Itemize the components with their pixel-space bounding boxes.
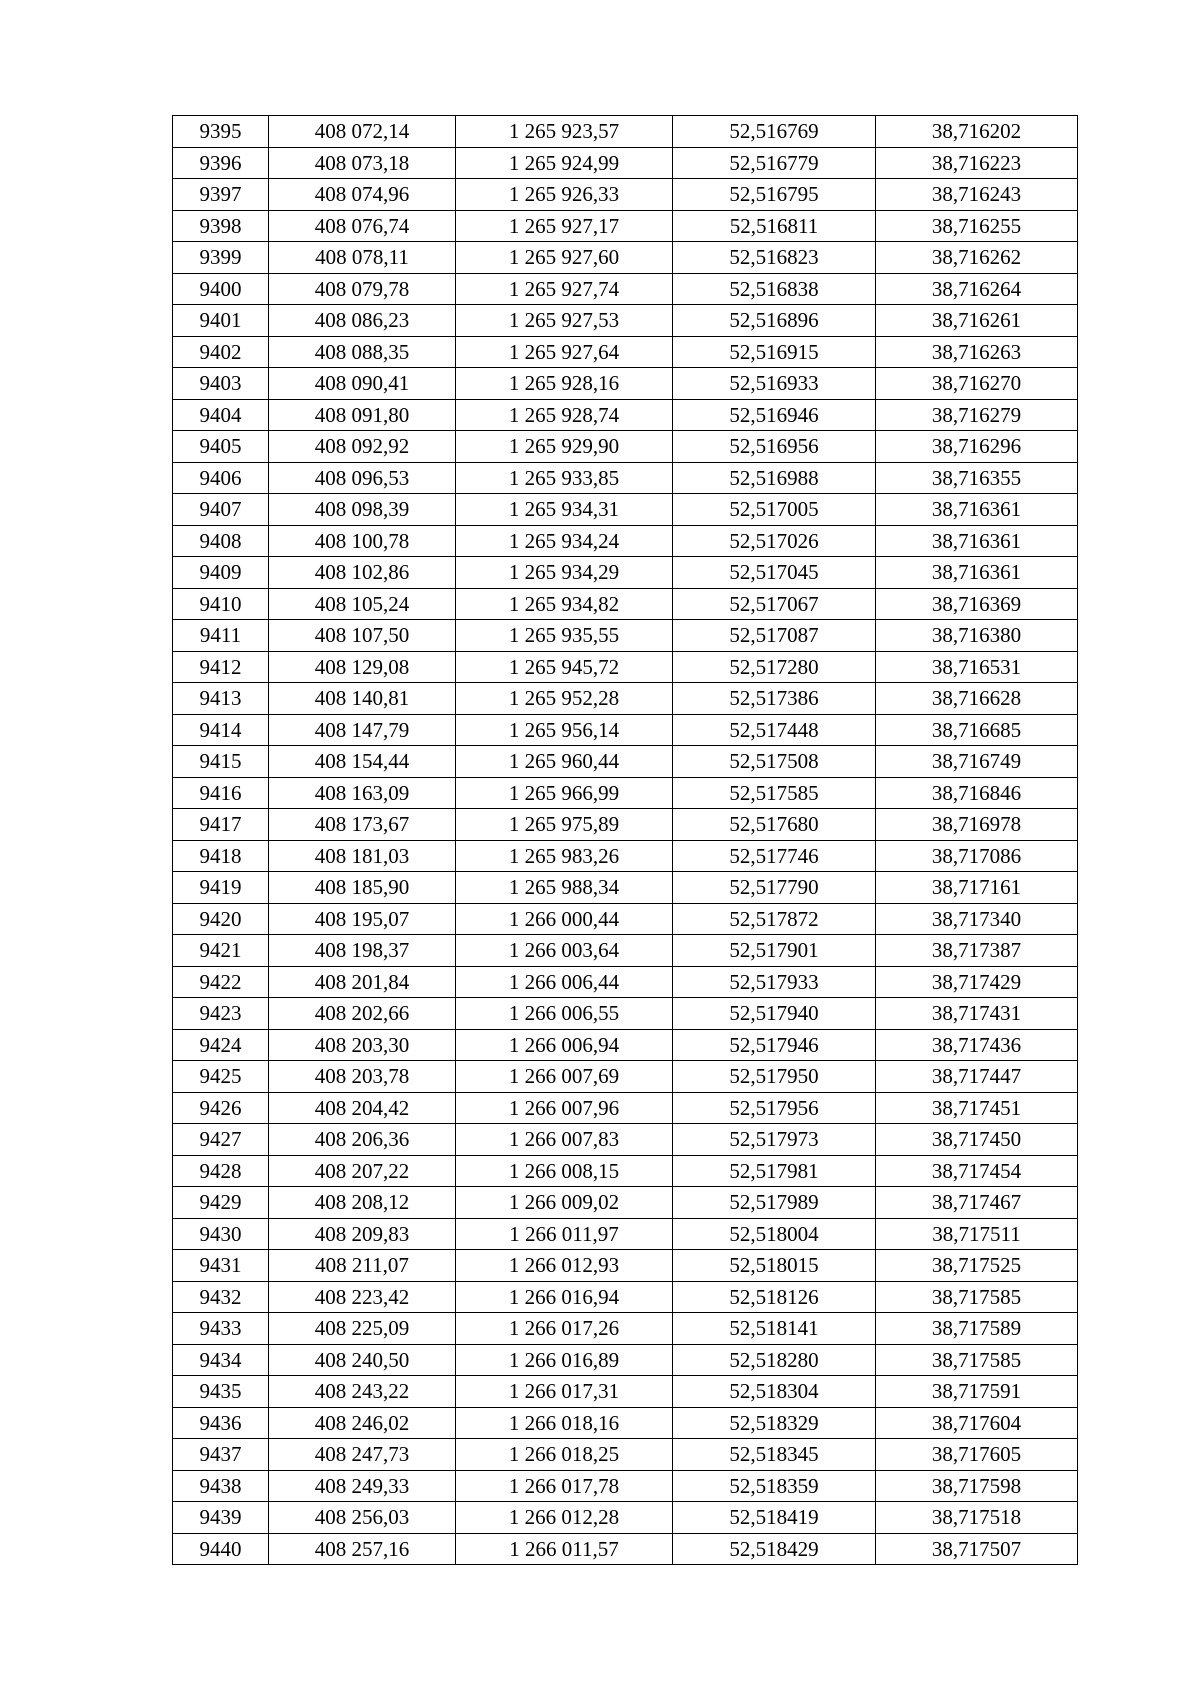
latitude-cell: 52,518004 — [673, 1218, 876, 1250]
latitude-cell: 52,517790 — [673, 872, 876, 904]
table-row — [173, 1281, 1078, 1313]
table-row — [173, 462, 1078, 494]
latitude-cell: 52,517746 — [673, 840, 876, 872]
x-coordinate-cell: 408 140,81 — [269, 683, 456, 715]
point-number-cell: 9425 — [173, 1061, 269, 1093]
y-coordinate-cell: 1 265 927,74 — [456, 273, 673, 305]
longitude-cell: 38,717387 — [876, 935, 1078, 967]
table-row — [173, 242, 1078, 274]
x-coordinate-cell: 408 185,90 — [269, 872, 456, 904]
longitude-cell: 38,717429 — [876, 966, 1078, 998]
longitude-cell: 38,717447 — [876, 1061, 1078, 1093]
point-number-cell: 9398 — [173, 210, 269, 242]
latitude-cell: 52,517280 — [673, 651, 876, 683]
latitude-cell: 52,516946 — [673, 399, 876, 431]
longitude-cell: 38,717591 — [876, 1376, 1078, 1408]
x-coordinate-cell: 408 208,12 — [269, 1187, 456, 1219]
y-coordinate-cell: 1 265 927,64 — [456, 336, 673, 368]
x-coordinate-cell: 408 181,03 — [269, 840, 456, 872]
x-coordinate-cell: 408 225,09 — [269, 1313, 456, 1345]
table-row — [173, 1344, 1078, 1376]
longitude-cell: 38,716279 — [876, 399, 1078, 431]
point-number-cell: 9408 — [173, 525, 269, 557]
y-coordinate-cell: 1 266 000,44 — [456, 903, 673, 935]
y-coordinate-cell: 1 266 008,15 — [456, 1155, 673, 1187]
table-row — [173, 557, 1078, 589]
y-coordinate-cell: 1 265 952,28 — [456, 683, 673, 715]
latitude-cell: 52,517585 — [673, 777, 876, 809]
point-number-cell: 9420 — [173, 903, 269, 935]
y-coordinate-cell: 1 266 003,64 — [456, 935, 673, 967]
y-coordinate-cell: 1 265 960,44 — [456, 746, 673, 778]
point-number-cell: 9437 — [173, 1439, 269, 1471]
point-number-cell: 9426 — [173, 1092, 269, 1124]
x-coordinate-cell: 408 163,09 — [269, 777, 456, 809]
point-number-cell: 9397 — [173, 179, 269, 211]
point-number-cell: 9396 — [173, 147, 269, 179]
latitude-cell: 52,518429 — [673, 1533, 876, 1565]
x-coordinate-cell: 408 204,42 — [269, 1092, 456, 1124]
point-number-cell: 9413 — [173, 683, 269, 715]
point-number-cell: 9395 — [173, 116, 269, 148]
point-number-cell: 9436 — [173, 1407, 269, 1439]
longitude-cell: 38,717436 — [876, 1029, 1078, 1061]
x-coordinate-cell: 408 098,39 — [269, 494, 456, 526]
x-coordinate-cell: 408 201,84 — [269, 966, 456, 998]
table-row — [173, 1502, 1078, 1534]
table-row — [173, 494, 1078, 526]
table-row — [173, 714, 1078, 746]
longitude-cell: 38,717161 — [876, 872, 1078, 904]
point-number-cell: 9434 — [173, 1344, 269, 1376]
latitude-cell: 52,518015 — [673, 1250, 876, 1282]
x-coordinate-cell: 408 203,78 — [269, 1061, 456, 1093]
table-row — [173, 1376, 1078, 1408]
table-row — [173, 525, 1078, 557]
y-coordinate-cell: 1 266 016,94 — [456, 1281, 673, 1313]
table-row — [173, 179, 1078, 211]
longitude-cell: 38,716263 — [876, 336, 1078, 368]
latitude-cell: 52,516838 — [673, 273, 876, 305]
table-row — [173, 1029, 1078, 1061]
point-number-cell: 9427 — [173, 1124, 269, 1156]
y-coordinate-cell: 1 265 934,31 — [456, 494, 673, 526]
x-coordinate-cell: 408 072,14 — [269, 116, 456, 148]
latitude-cell: 52,518141 — [673, 1313, 876, 1345]
table-row — [173, 935, 1078, 967]
table-row — [173, 966, 1078, 998]
point-number-cell: 9435 — [173, 1376, 269, 1408]
y-coordinate-cell: 1 265 928,74 — [456, 399, 673, 431]
x-coordinate-cell: 408 202,66 — [269, 998, 456, 1030]
x-coordinate-cell: 408 092,92 — [269, 431, 456, 463]
x-coordinate-cell: 408 256,03 — [269, 1502, 456, 1534]
point-number-cell: 9423 — [173, 998, 269, 1030]
table-row — [173, 840, 1078, 872]
latitude-cell: 52,516988 — [673, 462, 876, 494]
point-number-cell: 9416 — [173, 777, 269, 809]
longitude-cell: 38,717585 — [876, 1344, 1078, 1376]
table-row — [173, 1124, 1078, 1156]
longitude-cell: 38,716296 — [876, 431, 1078, 463]
table-row — [173, 777, 1078, 809]
x-coordinate-cell: 408 206,36 — [269, 1124, 456, 1156]
x-coordinate-cell: 408 154,44 — [269, 746, 456, 778]
point-number-cell: 9418 — [173, 840, 269, 872]
y-coordinate-cell: 1 265 975,89 — [456, 809, 673, 841]
y-coordinate-cell: 1 265 926,33 — [456, 179, 673, 211]
x-coordinate-cell: 408 147,79 — [269, 714, 456, 746]
y-coordinate-cell: 1 265 933,85 — [456, 462, 673, 494]
x-coordinate-cell: 408 079,78 — [269, 273, 456, 305]
point-number-cell: 9431 — [173, 1250, 269, 1282]
y-coordinate-cell: 1 266 007,83 — [456, 1124, 673, 1156]
y-coordinate-cell: 1 265 988,34 — [456, 872, 673, 904]
table-row — [173, 809, 1078, 841]
x-coordinate-cell: 408 129,08 — [269, 651, 456, 683]
point-number-cell: 9410 — [173, 588, 269, 620]
point-number-cell: 9403 — [173, 368, 269, 400]
x-coordinate-cell: 408 240,50 — [269, 1344, 456, 1376]
longitude-cell: 38,716846 — [876, 777, 1078, 809]
y-coordinate-cell: 1 265 928,16 — [456, 368, 673, 400]
point-number-cell: 9433 — [173, 1313, 269, 1345]
table-row — [173, 305, 1078, 337]
x-coordinate-cell: 408 249,33 — [269, 1470, 456, 1502]
latitude-cell: 52,516795 — [673, 179, 876, 211]
point-number-cell: 9419 — [173, 872, 269, 904]
table-row — [173, 147, 1078, 179]
x-coordinate-cell: 408 105,24 — [269, 588, 456, 620]
longitude-cell: 38,716361 — [876, 557, 1078, 589]
latitude-cell: 52,516823 — [673, 242, 876, 274]
longitude-cell: 38,717525 — [876, 1250, 1078, 1282]
longitude-cell: 38,717511 — [876, 1218, 1078, 1250]
longitude-cell: 38,716355 — [876, 462, 1078, 494]
point-number-cell: 9405 — [173, 431, 269, 463]
x-coordinate-cell: 408 209,83 — [269, 1218, 456, 1250]
latitude-cell: 52,517973 — [673, 1124, 876, 1156]
y-coordinate-cell: 1 266 016,89 — [456, 1344, 673, 1376]
longitude-cell: 38,716255 — [876, 210, 1078, 242]
longitude-cell: 38,717507 — [876, 1533, 1078, 1565]
x-coordinate-cell: 408 076,74 — [269, 210, 456, 242]
table-row — [173, 1061, 1078, 1093]
point-number-cell: 9440 — [173, 1533, 269, 1565]
latitude-cell: 52,518345 — [673, 1439, 876, 1471]
y-coordinate-cell: 1 265 983,26 — [456, 840, 673, 872]
latitude-cell: 52,517045 — [673, 557, 876, 589]
table-row — [173, 1250, 1078, 1282]
x-coordinate-cell: 408 173,67 — [269, 809, 456, 841]
longitude-cell: 38,716978 — [876, 809, 1078, 841]
longitude-cell: 38,716749 — [876, 746, 1078, 778]
x-coordinate-cell: 408 073,18 — [269, 147, 456, 179]
latitude-cell: 52,517981 — [673, 1155, 876, 1187]
latitude-cell: 52,517901 — [673, 935, 876, 967]
point-number-cell: 9432 — [173, 1281, 269, 1313]
longitude-cell: 38,717450 — [876, 1124, 1078, 1156]
longitude-cell: 38,716243 — [876, 179, 1078, 211]
y-coordinate-cell: 1 266 018,16 — [456, 1407, 673, 1439]
table-row — [173, 620, 1078, 652]
x-coordinate-cell: 408 096,53 — [269, 462, 456, 494]
point-number-cell: 9415 — [173, 746, 269, 778]
x-coordinate-cell: 408 100,78 — [269, 525, 456, 557]
y-coordinate-cell: 1 265 956,14 — [456, 714, 673, 746]
longitude-cell: 38,716685 — [876, 714, 1078, 746]
x-coordinate-cell: 408 257,16 — [269, 1533, 456, 1565]
longitude-cell: 38,716262 — [876, 242, 1078, 274]
coordinates-table — [172, 115, 1078, 1565]
latitude-cell: 52,517933 — [673, 966, 876, 998]
table-row — [173, 1407, 1078, 1439]
longitude-cell: 38,717467 — [876, 1187, 1078, 1219]
x-coordinate-cell: 408 247,73 — [269, 1439, 456, 1471]
y-coordinate-cell: 1 266 011,97 — [456, 1218, 673, 1250]
table-row — [173, 210, 1078, 242]
longitude-cell: 38,716223 — [876, 147, 1078, 179]
latitude-cell: 52,517386 — [673, 683, 876, 715]
latitude-cell: 52,516811 — [673, 210, 876, 242]
latitude-cell: 52,517005 — [673, 494, 876, 526]
longitude-cell: 38,716531 — [876, 651, 1078, 683]
y-coordinate-cell: 1 265 934,24 — [456, 525, 673, 557]
y-coordinate-cell: 1 266 017,26 — [456, 1313, 673, 1345]
point-number-cell: 9424 — [173, 1029, 269, 1061]
latitude-cell: 52,516956 — [673, 431, 876, 463]
latitude-cell: 52,518280 — [673, 1344, 876, 1376]
table-row — [173, 273, 1078, 305]
latitude-cell: 52,518329 — [673, 1407, 876, 1439]
latitude-cell: 52,516933 — [673, 368, 876, 400]
latitude-cell: 52,516769 — [673, 116, 876, 148]
y-coordinate-cell: 1 266 012,93 — [456, 1250, 673, 1282]
table-row — [173, 431, 1078, 463]
x-coordinate-cell: 408 074,96 — [269, 179, 456, 211]
y-coordinate-cell: 1 265 945,72 — [456, 651, 673, 683]
latitude-cell: 52,517946 — [673, 1029, 876, 1061]
y-coordinate-cell: 1 265 934,29 — [456, 557, 673, 589]
table-row — [173, 683, 1078, 715]
table-row — [173, 1439, 1078, 1471]
latitude-cell: 52,518419 — [673, 1502, 876, 1534]
point-number-cell: 9428 — [173, 1155, 269, 1187]
table-row — [173, 1470, 1078, 1502]
table-row — [173, 336, 1078, 368]
x-coordinate-cell: 408 078,11 — [269, 242, 456, 274]
point-number-cell: 9429 — [173, 1187, 269, 1219]
longitude-cell: 38,717454 — [876, 1155, 1078, 1187]
coordinates-table-body — [173, 116, 1078, 1565]
latitude-cell: 52,516779 — [673, 147, 876, 179]
y-coordinate-cell: 1 265 927,17 — [456, 210, 673, 242]
table-row — [173, 1313, 1078, 1345]
point-number-cell: 9438 — [173, 1470, 269, 1502]
table-row — [173, 1218, 1078, 1250]
point-number-cell: 9411 — [173, 620, 269, 652]
longitude-cell: 38,717451 — [876, 1092, 1078, 1124]
x-coordinate-cell: 408 207,22 — [269, 1155, 456, 1187]
longitude-cell: 38,717431 — [876, 998, 1078, 1030]
table-row — [173, 1092, 1078, 1124]
latitude-cell: 52,517950 — [673, 1061, 876, 1093]
latitude-cell: 52,518359 — [673, 1470, 876, 1502]
longitude-cell: 38,716261 — [876, 305, 1078, 337]
x-coordinate-cell: 408 086,23 — [269, 305, 456, 337]
y-coordinate-cell: 1 265 927,53 — [456, 305, 673, 337]
point-number-cell: 9422 — [173, 966, 269, 998]
point-number-cell: 9402 — [173, 336, 269, 368]
y-coordinate-cell: 1 265 927,60 — [456, 242, 673, 274]
table-row — [173, 588, 1078, 620]
table-row — [173, 1155, 1078, 1187]
table-row — [173, 998, 1078, 1030]
y-coordinate-cell: 1 266 011,57 — [456, 1533, 673, 1565]
y-coordinate-cell: 1 266 012,28 — [456, 1502, 673, 1534]
point-number-cell: 9430 — [173, 1218, 269, 1250]
latitude-cell: 52,518304 — [673, 1376, 876, 1408]
y-coordinate-cell: 1 266 007,69 — [456, 1061, 673, 1093]
longitude-cell: 38,717518 — [876, 1502, 1078, 1534]
point-number-cell: 9401 — [173, 305, 269, 337]
table-row — [173, 1533, 1078, 1565]
table-row — [173, 872, 1078, 904]
latitude-cell: 52,517067 — [673, 588, 876, 620]
point-number-cell: 9409 — [173, 557, 269, 589]
longitude-cell: 38,717589 — [876, 1313, 1078, 1345]
x-coordinate-cell: 408 211,07 — [269, 1250, 456, 1282]
longitude-cell: 38,716380 — [876, 620, 1078, 652]
longitude-cell: 38,717340 — [876, 903, 1078, 935]
latitude-cell: 52,516915 — [673, 336, 876, 368]
longitude-cell: 38,716202 — [876, 116, 1078, 148]
x-coordinate-cell: 408 091,80 — [269, 399, 456, 431]
x-coordinate-cell: 408 243,22 — [269, 1376, 456, 1408]
latitude-cell: 52,517087 — [673, 620, 876, 652]
latitude-cell: 52,517940 — [673, 998, 876, 1030]
longitude-cell: 38,716361 — [876, 494, 1078, 526]
longitude-cell: 38,717585 — [876, 1281, 1078, 1313]
x-coordinate-cell: 408 203,30 — [269, 1029, 456, 1061]
longitude-cell: 38,716628 — [876, 683, 1078, 715]
x-coordinate-cell: 408 090,41 — [269, 368, 456, 400]
x-coordinate-cell: 408 198,37 — [269, 935, 456, 967]
y-coordinate-cell: 1 266 006,44 — [456, 966, 673, 998]
y-coordinate-cell: 1 266 017,31 — [456, 1376, 673, 1408]
y-coordinate-cell: 1 265 924,99 — [456, 147, 673, 179]
longitude-cell: 38,716264 — [876, 273, 1078, 305]
table-row — [173, 1187, 1078, 1219]
longitude-cell: 38,717086 — [876, 840, 1078, 872]
y-coordinate-cell: 1 265 966,99 — [456, 777, 673, 809]
x-coordinate-cell: 408 102,86 — [269, 557, 456, 589]
latitude-cell: 52,517680 — [673, 809, 876, 841]
x-coordinate-cell: 408 107,50 — [269, 620, 456, 652]
table-row — [173, 651, 1078, 683]
point-number-cell: 9414 — [173, 714, 269, 746]
y-coordinate-cell: 1 266 018,25 — [456, 1439, 673, 1471]
table-row — [173, 399, 1078, 431]
latitude-cell: 52,517956 — [673, 1092, 876, 1124]
point-number-cell: 9399 — [173, 242, 269, 274]
x-coordinate-cell: 408 088,35 — [269, 336, 456, 368]
table-row — [173, 368, 1078, 400]
y-coordinate-cell: 1 266 017,78 — [456, 1470, 673, 1502]
table-row — [173, 746, 1078, 778]
longitude-cell: 38,716270 — [876, 368, 1078, 400]
longitude-cell: 38,717605 — [876, 1439, 1078, 1471]
longitude-cell: 38,717604 — [876, 1407, 1078, 1439]
y-coordinate-cell: 1 266 009,02 — [456, 1187, 673, 1219]
y-coordinate-cell: 1 266 006,55 — [456, 998, 673, 1030]
x-coordinate-cell: 408 195,07 — [269, 903, 456, 935]
y-coordinate-cell: 1 265 923,57 — [456, 116, 673, 148]
latitude-cell: 52,517026 — [673, 525, 876, 557]
y-coordinate-cell: 1 266 007,96 — [456, 1092, 673, 1124]
point-number-cell: 9400 — [173, 273, 269, 305]
latitude-cell: 52,517989 — [673, 1187, 876, 1219]
longitude-cell: 38,716361 — [876, 525, 1078, 557]
x-coordinate-cell: 408 246,02 — [269, 1407, 456, 1439]
point-number-cell: 9417 — [173, 809, 269, 841]
point-number-cell: 9406 — [173, 462, 269, 494]
point-number-cell: 9439 — [173, 1502, 269, 1534]
y-coordinate-cell: 1 265 935,55 — [456, 620, 673, 652]
point-number-cell: 9407 — [173, 494, 269, 526]
x-coordinate-cell: 408 223,42 — [269, 1281, 456, 1313]
longitude-cell: 38,717598 — [876, 1470, 1078, 1502]
y-coordinate-cell: 1 265 934,82 — [456, 588, 673, 620]
table-row — [173, 903, 1078, 935]
point-number-cell: 9412 — [173, 651, 269, 683]
latitude-cell: 52,517872 — [673, 903, 876, 935]
point-number-cell: 9421 — [173, 935, 269, 967]
table-row — [173, 116, 1078, 148]
point-number-cell: 9404 — [173, 399, 269, 431]
y-coordinate-cell: 1 266 006,94 — [456, 1029, 673, 1061]
longitude-cell: 38,716369 — [876, 588, 1078, 620]
latitude-cell: 52,517448 — [673, 714, 876, 746]
y-coordinate-cell: 1 265 929,90 — [456, 431, 673, 463]
latitude-cell: 52,518126 — [673, 1281, 876, 1313]
latitude-cell: 52,517508 — [673, 746, 876, 778]
latitude-cell: 52,516896 — [673, 305, 876, 337]
